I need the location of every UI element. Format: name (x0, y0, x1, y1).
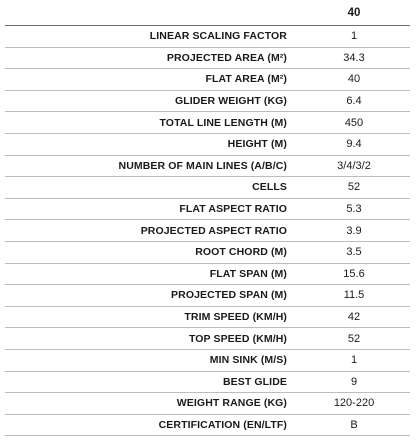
spec-value: 15.6 (343, 267, 365, 280)
table-row (5, 350, 410, 372)
table-body (5, 26, 410, 436)
spec-label: BEST GLIDE (222, 375, 287, 388)
spec-label: WEIGHT RANGE (KG) (176, 397, 287, 410)
spec-value: 3.9 (346, 224, 362, 237)
spec-value: 120-220 (333, 397, 375, 410)
spec-value: 9.4 (346, 138, 362, 151)
spec-label: TOP SPEED (KM/H) (188, 332, 287, 345)
table-row (5, 264, 410, 286)
spec-label: ROOT CHORD (M) (195, 246, 287, 259)
spec-label: FLAT SPAN (M) (209, 267, 287, 280)
spec-label: PROJECTED SPAN (M) (171, 289, 287, 302)
spec-table (5, 0, 410, 436)
spec-value: 52 (347, 332, 361, 345)
spec-value: 1 (350, 30, 358, 43)
table-row (5, 199, 410, 221)
spec-value: 3.5 (346, 246, 362, 259)
spec-label: NUMBER OF MAIN LINES (A/B/C) (118, 159, 287, 172)
table-row (5, 112, 410, 134)
table-row (5, 328, 410, 350)
spec-label: GLIDER WEIGHT (KG) (174, 95, 287, 108)
spec-label: FLAT AREA (M²) (205, 73, 287, 86)
table-row (5, 134, 410, 156)
table-row (5, 48, 410, 70)
table-header-row (5, 0, 410, 26)
table-row (5, 242, 410, 264)
spec-value: 11.5 (343, 289, 365, 302)
spec-value: 52 (347, 181, 361, 194)
spec-label: PROJECTED AREA (M²) (166, 51, 287, 64)
spec-label: PROJECTED ASPECT RATIO (140, 224, 287, 237)
spec-value: 42 (347, 311, 361, 324)
spec-label: HEIGHT (M) (227, 138, 287, 151)
spec-label: LINEAR SCALING FACTOR (149, 30, 287, 43)
table-row (5, 156, 410, 178)
table-row (5, 177, 410, 199)
spec-value: B (350, 418, 358, 431)
table-row (5, 415, 410, 437)
spec-label: CERTIFICATION (EN/LTF) (158, 418, 287, 431)
table-row (5, 307, 410, 329)
spec-value: 9 (350, 375, 358, 388)
spec-label: TRIM SPEED (KM/H) (184, 311, 287, 324)
spec-value: 34.3 (343, 51, 365, 64)
spec-label: FLAT ASPECT RATIO (179, 203, 287, 216)
table-row (5, 91, 410, 113)
table-row (5, 285, 410, 307)
table-row (5, 220, 410, 242)
spec-value: 3/4/3/2 (337, 159, 371, 172)
table-row (5, 69, 410, 91)
spec-value: 6.4 (346, 95, 362, 108)
spec-value: 40 (347, 73, 361, 86)
table-row (5, 372, 410, 394)
size-column-header: 40 (347, 6, 361, 19)
spec-value: 1 (350, 354, 358, 367)
table-row (5, 393, 410, 415)
spec-label: TOTAL LINE LENGTH (M) (159, 116, 287, 129)
spec-value: 450 (344, 116, 364, 129)
spec-label: MIN SINK (M/S) (209, 354, 287, 367)
table-row (5, 26, 410, 48)
spec-label: CELLS (252, 181, 287, 194)
spec-value: 5.3 (346, 203, 362, 216)
